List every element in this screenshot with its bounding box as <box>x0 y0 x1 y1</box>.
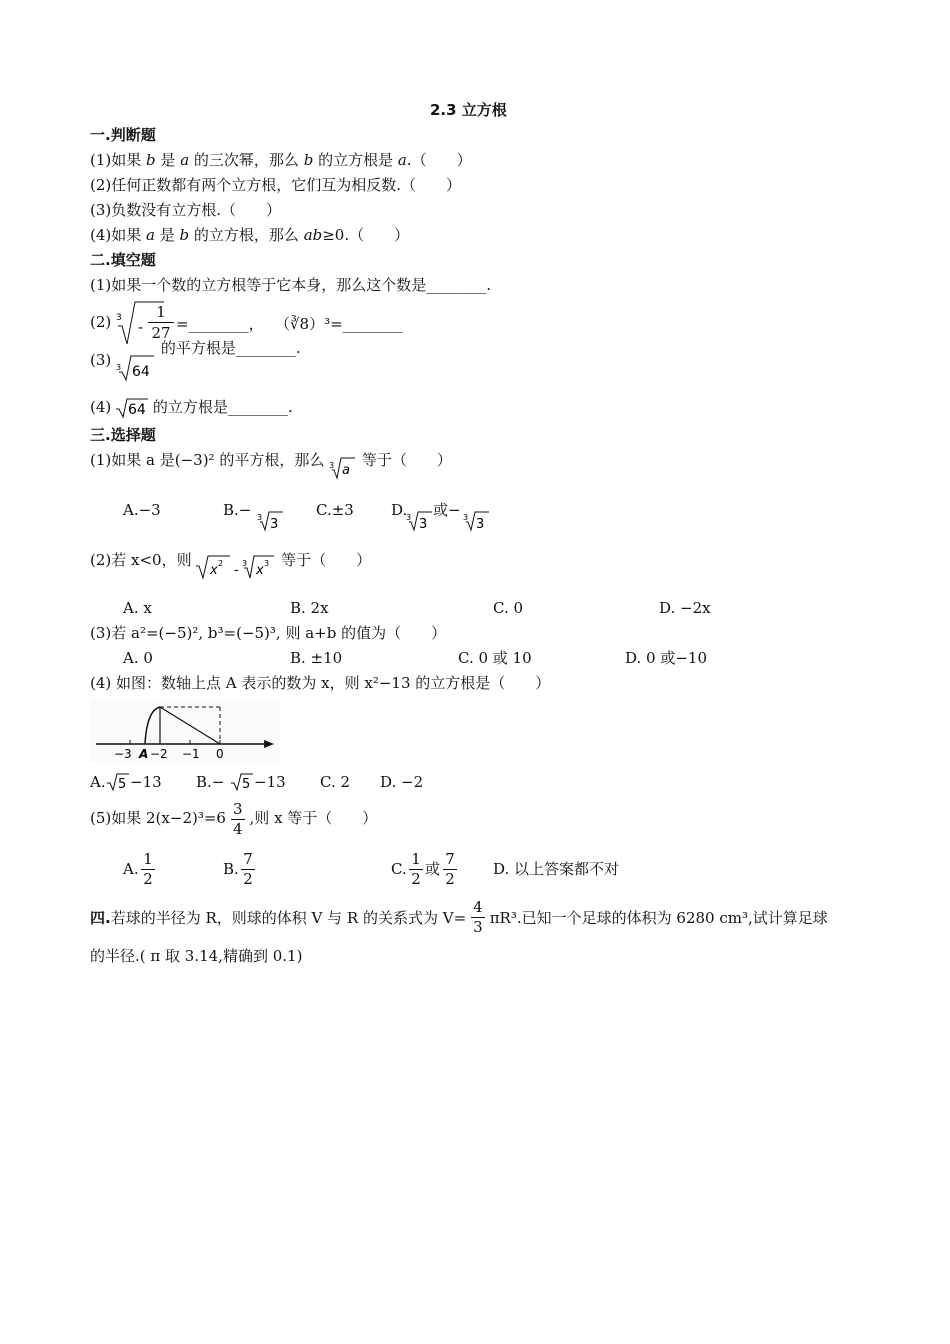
svg-text:3: 3 <box>264 559 270 568</box>
option-d: D. −2x <box>659 599 711 617</box>
fill-q1: (1)如果一个数的立方根等于它本身，那么这个数是________. <box>90 276 492 294</box>
svg-text:3: 3 <box>257 513 263 522</box>
option-b: B. 2x <box>290 599 329 617</box>
cube-root-sign <box>257 506 285 532</box>
option-d: D. 以上答案都不对 <box>493 860 620 878</box>
svg-text:−3: −3 <box>114 747 132 761</box>
option-c: C.±3 <box>316 501 354 519</box>
section-4-heading: 四. <box>90 909 111 927</box>
svg-text:x: x <box>210 563 219 578</box>
judge-q1: (1)如果 b 是 a 的三次幂，那么 b 的立方根是 a.（ ） <box>90 151 472 169</box>
svg-text:x: x <box>256 563 265 578</box>
sqrt-sign <box>116 397 148 419</box>
radical-expression <box>196 550 276 582</box>
choice-q4: (4) 如图：数轴上点 A 表示的数为 x，则 x²−13 的立方根是（ ） <box>90 674 551 692</box>
problem-4: 四.若球的半径为 R，则球的体积 V 与 R 的关系式为 V= $\frac{4}{3}$ πR³.已知一个足球的体积为 6280 cm³,试计算足球 <box>90 898 828 936</box>
cube-root-sign <box>329 450 357 480</box>
svg-text:3: 3 <box>329 461 335 470</box>
svg-text:64: 64 <box>128 402 146 418</box>
option-d: D. <box>391 501 408 519</box>
choice-q1-options: A.−3 B.− 3 3 C.±3 D. 3 3 或− 3 3 <box>123 500 543 532</box>
option-d: D. −2 <box>380 773 424 791</box>
judge-q4: (4)如果 a 是 b 的立方根，那么 ab≥0.（ ） <box>90 226 410 244</box>
option-c: C. 0 <box>493 599 524 617</box>
fill-q2: (2) 3 - 1 27 =________， （∛8）³=________ <box>90 300 166 348</box>
option-c: C. 2 <box>320 773 351 791</box>
fill-q3: (3) 3 64 的平方根是________. <box>90 339 301 380</box>
cube-root-sign <box>116 350 156 382</box>
svg-text:−2: −2 <box>150 747 168 761</box>
svg-text:3: 3 <box>406 513 412 522</box>
svg-text:64: 64 <box>132 364 150 380</box>
option-a: A. x <box>123 599 152 617</box>
svg-text:a: a <box>342 463 351 478</box>
sqrt-sign <box>107 772 129 792</box>
option-b: B.− <box>223 501 252 519</box>
svg-text:5: 5 <box>242 777 251 792</box>
svg-text:3: 3 <box>242 559 248 568</box>
option-a: A.−3 <box>123 501 161 519</box>
svg-text:3: 3 <box>463 513 469 522</box>
svg-text:-: - <box>138 320 144 336</box>
page-title: 2.3 立方根 <box>430 101 507 119</box>
number-line-figure <box>90 698 280 762</box>
fill-q4: (4) 64 的立方根是________. <box>90 398 293 418</box>
svg-text:-: - <box>234 563 240 578</box>
choice-q4-options: A. 5 −13 B.− 5 −13 C. 2 D. −2 <box>90 773 424 792</box>
svg-text:2: 2 <box>218 559 224 568</box>
cube-root-sign <box>406 506 434 532</box>
choice-q3: (3)若 a²=(−5)², b³=(−5)³, 则 a+b 的值为（ ） <box>90 624 447 642</box>
svg-text:0: 0 <box>216 747 224 761</box>
cube-root-sign <box>463 506 491 532</box>
option-a: A. <box>90 773 106 791</box>
choice-q2: (2)若 x<0，则 x 2 - 3 x 3 等于（ ） <box>90 550 371 584</box>
section-2-heading: 二.填空题 <box>90 251 156 269</box>
option-b: B. ±10 <box>290 649 343 667</box>
option-a: A. 0 <box>123 649 153 667</box>
choice-q1: (1)如果 a 是(−3)² 的平方根，那么 3 a 等于（ ） <box>90 451 452 478</box>
option-b: B. <box>223 860 239 878</box>
svg-text:5: 5 <box>118 777 127 792</box>
svg-text:3: 3 <box>476 517 485 532</box>
svg-text:3: 3 <box>270 517 279 532</box>
option-b: B.− <box>196 773 225 791</box>
svg-text:3: 3 <box>419 517 428 532</box>
choice-q5-options: A. 1 2 B. 7 2 C. 1 2 或 7 2 D. 以上答案都不对 <box>123 850 620 888</box>
svg-text:−1: −1 <box>182 747 200 761</box>
sqrt-sign <box>231 772 253 792</box>
choice-q5: (5)如果 2(x−2)³=6 $\frac{3}{4}$ ,则 x 等于（ ） <box>90 800 378 838</box>
section-3-heading: 三.选择题 <box>90 426 156 444</box>
judge-q3: (3)负数没有立方根.（ ） <box>90 201 282 219</box>
judge-q2: (2)任何正数都有两个立方根，它们互为相反数.（ ） <box>90 176 462 194</box>
option-d: D. 0 或−10 <box>625 649 707 667</box>
option-c: C. 0 或 10 <box>458 649 532 667</box>
option-a: A. <box>123 860 139 878</box>
section-1-heading: 一.判断题 <box>90 126 156 144</box>
svg-text:3: 3 <box>116 363 122 372</box>
option-c: C. <box>391 860 407 878</box>
svg-text:3: 3 <box>116 313 122 323</box>
problem-4-line2: 的半径.( π 取 3.14,精确到 0.1) <box>90 947 303 965</box>
svg-text:A: A <box>139 747 149 761</box>
